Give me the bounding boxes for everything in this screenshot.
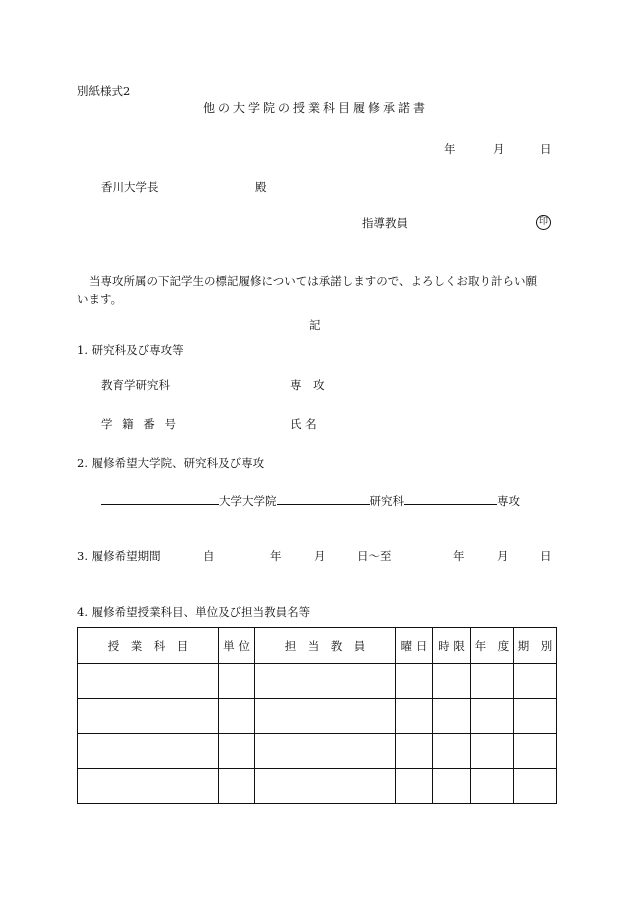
- section1-heading: 1. 研究科及び専攻等: [77, 343, 184, 357]
- body-text-line1: 当専攻所属の下記学生の標記履修については承諾しますので、よろしくお取り計らい願: [89, 274, 538, 288]
- term-cell[interactable]: [514, 664, 557, 699]
- seal-mark: 印: [536, 215, 551, 230]
- table-row: [78, 699, 557, 734]
- term-cell[interactable]: [514, 734, 557, 769]
- period-year1-label: 年: [270, 549, 282, 563]
- column-header-period: 時 限: [433, 628, 471, 664]
- period-cell[interactable]: [433, 769, 471, 804]
- table-row: [78, 664, 557, 699]
- weekday-cell[interactable]: [396, 699, 433, 734]
- ki-label: 記: [309, 318, 321, 332]
- instructor-cell[interactable]: [255, 769, 396, 804]
- table-row: [78, 734, 557, 769]
- period-day-to-label: 日～至: [357, 549, 392, 563]
- student-number-label: 学 籍 番 号: [101, 417, 179, 431]
- term-cell[interactable]: [514, 699, 557, 734]
- weekday-cell[interactable]: [396, 769, 433, 804]
- addressee-honorific: 殿: [255, 180, 267, 194]
- year-cell[interactable]: [471, 699, 514, 734]
- addressee-name: 香川大学長: [101, 180, 159, 194]
- column-header-year: 年 度: [471, 628, 514, 664]
- weekday-cell[interactable]: [396, 664, 433, 699]
- period-year2-label: 年: [453, 549, 465, 563]
- credits-cell[interactable]: [219, 769, 255, 804]
- advisor-label: 指導教員: [362, 216, 408, 230]
- table-row: [78, 769, 557, 804]
- table-header-row: [78, 628, 557, 664]
- date-day-label: 日: [540, 142, 552, 156]
- school-suffix: 研究科: [369, 494, 404, 508]
- period-cell[interactable]: [433, 664, 471, 699]
- column-header-course: 授 業 科 目: [78, 628, 219, 664]
- date-year-label: 年: [444, 142, 456, 156]
- year-cell[interactable]: [471, 734, 514, 769]
- column-header-weekday: 曜 日: [396, 628, 433, 664]
- graduate-school-name: 教育学研究科: [101, 378, 170, 392]
- instructor-cell[interactable]: [255, 734, 396, 769]
- course-cell[interactable]: [78, 699, 219, 734]
- school-blank[interactable]: [277, 492, 370, 505]
- year-cell[interactable]: [471, 769, 514, 804]
- credits-cell[interactable]: [219, 734, 255, 769]
- course-table: [77, 627, 557, 804]
- course-cell[interactable]: [78, 734, 219, 769]
- instructor-cell[interactable]: [255, 664, 396, 699]
- section3-heading: 3. 履修希望期間: [77, 549, 161, 563]
- major-suffix: 専攻: [497, 494, 520, 508]
- year-cell[interactable]: [471, 664, 514, 699]
- credits-cell[interactable]: [219, 699, 255, 734]
- date-month-label: 月: [493, 142, 505, 156]
- period-from-label: 自: [203, 549, 215, 563]
- column-header-credits: 単 位: [219, 628, 255, 664]
- period-cell[interactable]: [433, 699, 471, 734]
- column-header-instructor: 担 当 教 員: [255, 628, 396, 664]
- period-cell[interactable]: [433, 734, 471, 769]
- student-name-label: 氏 名: [290, 417, 317, 431]
- course-cell[interactable]: [78, 664, 219, 699]
- form-title: 他の大学院の授業科目履修承諾書: [203, 101, 429, 115]
- course-cell[interactable]: [78, 769, 219, 804]
- major-blank[interactable]: [404, 492, 497, 505]
- university-line: [101, 492, 520, 508]
- instructor-cell[interactable]: [255, 699, 396, 734]
- section2-heading: 2. 履修希望大学院、研究科及び専攻: [77, 456, 265, 470]
- university-suffix: 大学大学院: [219, 494, 277, 508]
- university-blank[interactable]: [101, 492, 219, 505]
- period-month2-label: 月: [497, 549, 509, 563]
- form-number: 別紙様式2: [77, 84, 131, 98]
- period-day2-label: 日: [540, 549, 552, 563]
- major-label: 専 攻: [290, 378, 325, 392]
- section4-heading: 4. 履修希望授業科目、単位及び担当教員名等: [77, 605, 311, 619]
- column-header-term: 期 別: [514, 628, 557, 664]
- credits-cell[interactable]: [219, 664, 255, 699]
- term-cell[interactable]: [514, 769, 557, 804]
- period-month1-label: 月: [314, 549, 326, 563]
- body-text-line2: います。: [77, 292, 123, 306]
- weekday-cell[interactable]: [396, 734, 433, 769]
